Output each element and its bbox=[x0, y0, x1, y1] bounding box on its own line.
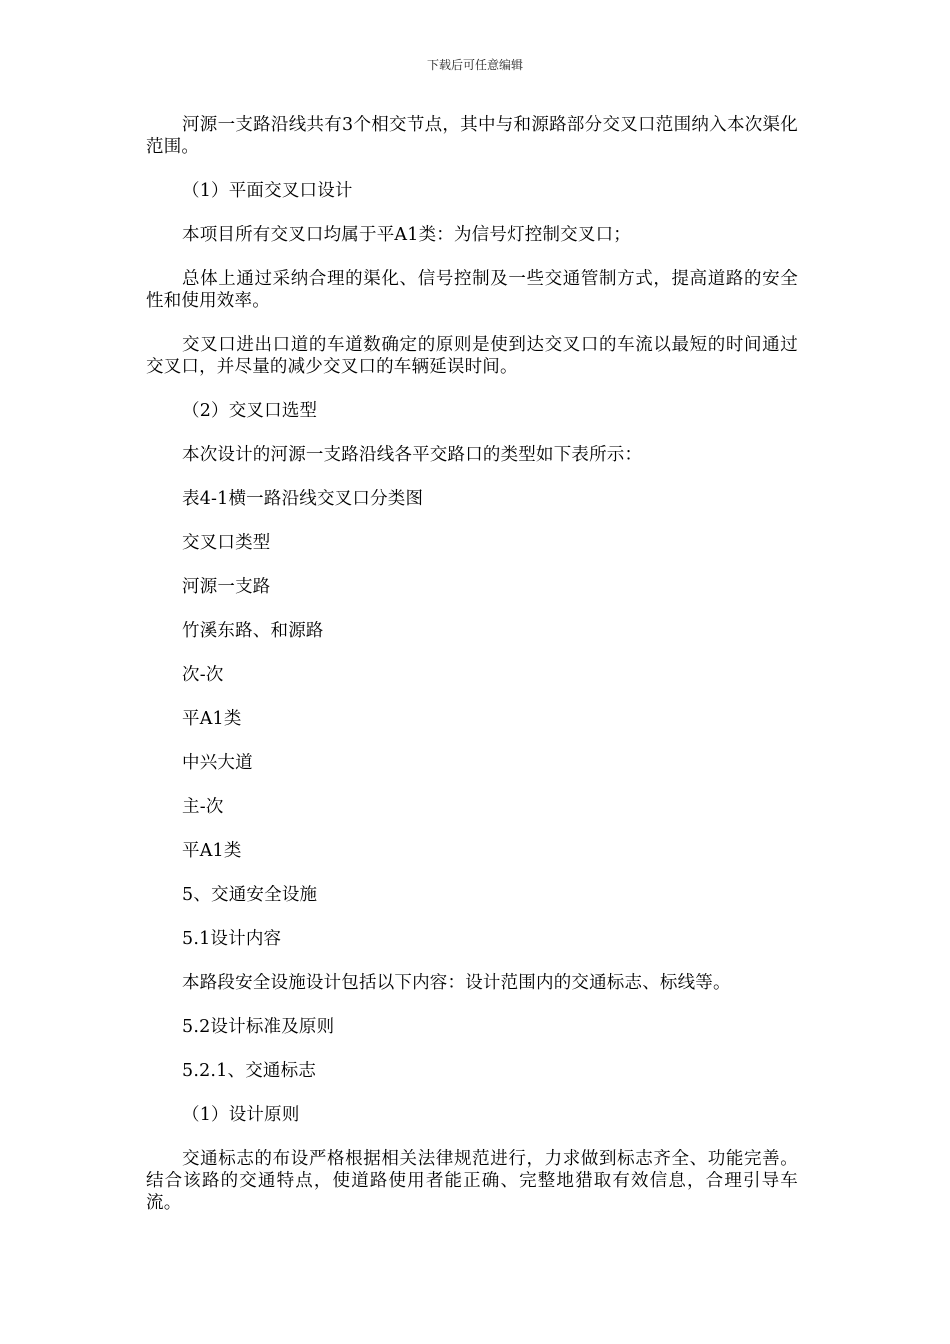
paragraph-sign-layout: 交通标志的布设严格根据相关法律规范进行，力求做到标志齐全、功能完善。结合该路的交通特点，使道路使用者能正确、完整地猎取有效信息，合理引导车流。 bbox=[146, 1149, 798, 1213]
table-cell-road-heyuan: 河源一支路 bbox=[182, 577, 271, 597]
paragraph-intersections-intro: 河源一支路沿线共有3个相交节点，其中与和源路部分交叉口范围纳入本次渠化范围。 bbox=[146, 115, 798, 157]
paragraph-lane-principle: 交叉口进出口道的车道数确定的原则是使到达交叉口的车流以最短的时间通过交叉口，并尽量的减少交叉口的车辆延误时间。 bbox=[146, 335, 798, 377]
heading-traffic-signs: 5.2.1、交通标志 bbox=[182, 1061, 317, 1081]
heading-traffic-safety: 5、交通安全设施 bbox=[182, 885, 318, 905]
table-cell-road-zhuxi: 竹溪东路、和源路 bbox=[182, 621, 324, 641]
table-cell-intersection-type: 交叉口类型 bbox=[182, 533, 271, 553]
paragraph-design-content: 本路段安全设施设计包括以下内容：设计范围内的交通标志、标线等。 bbox=[182, 973, 731, 993]
paragraph-overall-measures: 总体上通过采纳合理的渠化、信号控制及一些交通管制方式，提高道路的安全性和使用效率。 bbox=[146, 269, 798, 311]
page-header: 下载后可任意编辑 bbox=[426, 58, 523, 72]
paragraph-signal-control: 本项目所有交叉口均属于平A1类：为信号灯控制交叉口； bbox=[182, 225, 631, 245]
table-cell-class-main: 主-次 bbox=[182, 797, 224, 817]
heading-design-principles: （1）设计原则 bbox=[182, 1105, 300, 1125]
heading-design-standards: 5.2设计标准及原则 bbox=[182, 1017, 335, 1037]
heading-design-content: 5.1设计内容 bbox=[182, 929, 282, 949]
table-cell-class-secondary: 次-次 bbox=[182, 665, 224, 685]
table-cell-type-a1: 平A1类 bbox=[182, 709, 242, 729]
table-caption: 表4-1横一路沿线交叉口分类图 bbox=[182, 489, 424, 509]
heading-intersection-selection: （2）交叉口选型 bbox=[182, 401, 318, 421]
table-cell-type-a1-2: 平A1类 bbox=[182, 841, 242, 861]
heading-plane-intersection-design: （1）平面交叉口设计 bbox=[182, 181, 353, 201]
table-cell-road-zhongxing: 中兴大道 bbox=[182, 753, 253, 773]
paragraph-table-intro: 本次设计的河源一支路沿线各平交路口的类型如下表所示： bbox=[182, 445, 643, 465]
document-body bbox=[146, 114, 798, 1236]
